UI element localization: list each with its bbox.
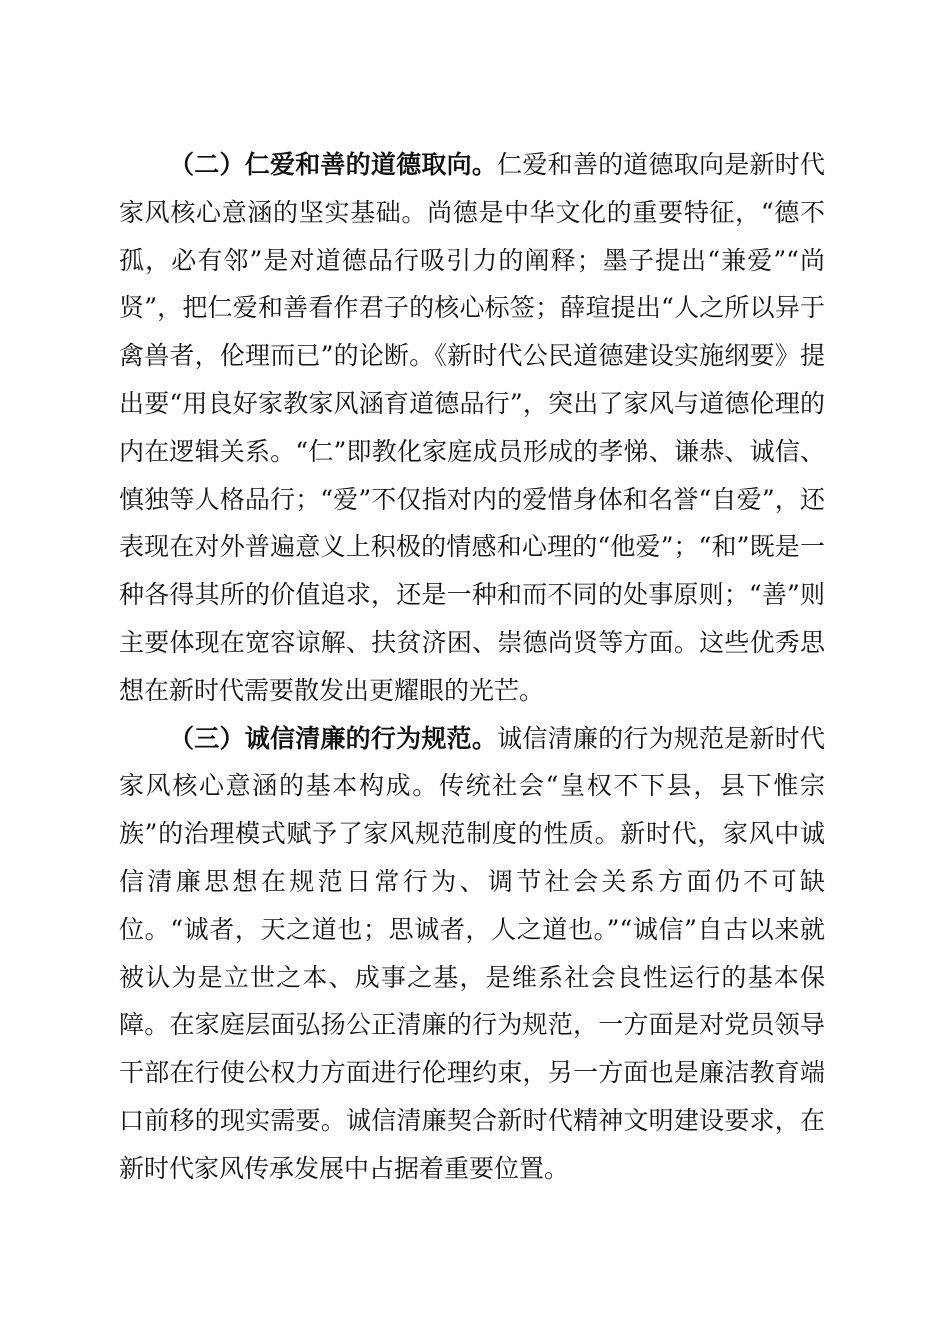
paragraph-text: 仁爱和善的道德取向是新时代家风核心意涵的坚实基础。尚德是中华文化的重要特征，“德不孤，必有邻”是对道德品行吸引力的阐释；墨子提出“兼爱”“尚贤”，把仁爱和善看作君子的核心标签；薛瑄提出“人之所以异于禽兽者，伦理而已”的论断。《新时代公民道德建设实施纲要》提出要“用良好家教家风涵育道德品行”，突出了家风与道德伦理的内在逻辑关系。“仁”即教化家庭成员形成的孝悌、谦恭、诚信、慎独等人格品行；“爱”不仅指对内的爱惜身体和名誉“自爱”，还表现在对外普遍意义上积极的情感和心理的“他爱”；“和”既是一种各得其所的价值追求，还是一种和而不同的处事原则；“善”则主要体现在宽容谅解、扶贫济困、崇德尚贤等方面。这些优秀思想在新时代需要散发出更耀眼的光芒。	[119, 150, 825, 705]
paragraph-text: 诚信清廉的行为规范是新时代家风核心意涵的基本构成。传统社会“皇权不下县，县下惟宗族”的治理模式赋予了家风规范制度的性质。新时代，家风中诚信清廉思想在规范日常行为、调节社会关系方面仍不可缺位。“诚者，天之道也；思诚者，人之道也。”“诚信”自古以来就被认为是立世之本、成事之基，是维系社会良性运行的基本保障。在家庭层面弘扬公正清廉的行为规范，一方面是对党员领导干部在行使公权力方面进行伦理约束，另一方面也是廉洁教育端口前移的现实需要。诚信清廉契合新时代精神文明建设要求，在新时代家风传承发展中占据着重要位置。	[119, 723, 825, 1183]
paragraph-moral-orientation	[119, 141, 825, 715]
paragraph-behavior-norms	[119, 715, 825, 1193]
section-heading-2: （二）仁爱和善的道德取向。	[169, 150, 498, 179]
document-body	[119, 141, 825, 1193]
section-heading-3: （三）诚信清廉的行为规范。	[169, 723, 498, 753]
